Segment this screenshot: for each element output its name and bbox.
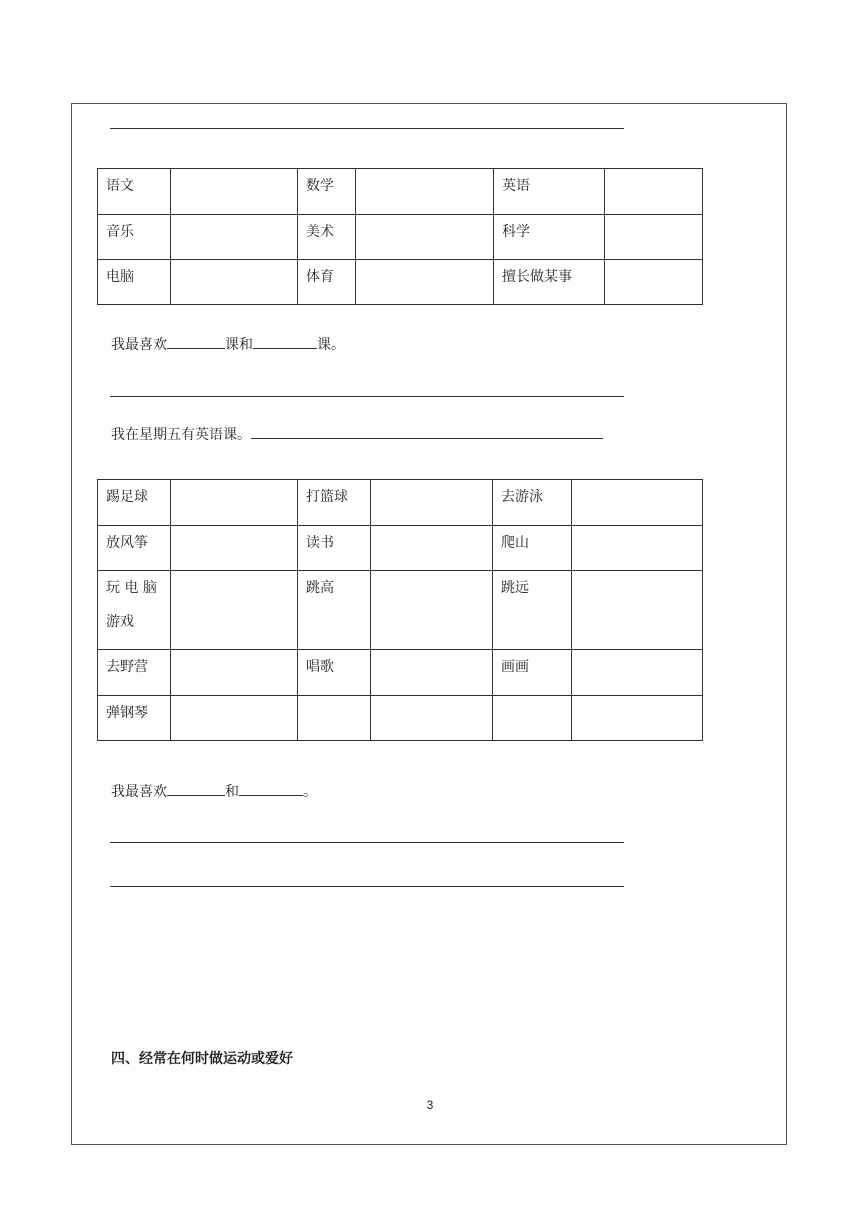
answer-cell[interactable] <box>171 571 298 650</box>
subjects-table <box>97 168 703 305</box>
answer-cell[interactable] <box>605 169 703 215</box>
blank-field[interactable] <box>167 781 225 796</box>
hobby-cell: 画画 <box>493 650 572 696</box>
table-row <box>98 480 703 526</box>
subject-cell: 科学 <box>494 215 605 260</box>
sentence-text: 和 <box>225 784 239 800</box>
subject-cell: 擅长做某事 <box>494 260 605 305</box>
answer-cell[interactable] <box>356 260 494 305</box>
subject-cell: 英语 <box>494 169 605 215</box>
answer-cell[interactable] <box>356 169 494 215</box>
section-heading: 四、经常在何时做运动或爱好 <box>111 1051 293 1067</box>
answer-cell[interactable] <box>371 480 493 526</box>
subject-cell: 语文 <box>98 169 171 215</box>
answer-cell[interactable] <box>572 650 703 696</box>
answer-cell[interactable] <box>171 215 298 260</box>
sentence-text: 。 <box>303 784 317 800</box>
table-row <box>98 169 703 215</box>
answer-cell[interactable] <box>605 215 703 260</box>
table-row <box>98 260 703 305</box>
answer-cell[interactable] <box>572 696 703 741</box>
subject-cell: 体育 <box>298 260 356 305</box>
blank-field[interactable] <box>239 781 303 796</box>
hobby-cell: 爬山 <box>493 526 572 571</box>
hobby-cell: 踢足球 <box>98 480 171 526</box>
hobby-cell: 跳高 <box>298 571 371 650</box>
hobbies-table <box>97 479 703 741</box>
answer-cell[interactable] <box>371 650 493 696</box>
answer-line-1[interactable] <box>110 128 624 129</box>
answer-cell[interactable] <box>371 571 493 650</box>
hobby-cell: 玩 电 脑游戏 <box>98 571 171 650</box>
sentence-favorite-subjects <box>111 334 345 355</box>
table-row <box>98 696 703 741</box>
answer-cell[interactable] <box>371 526 493 571</box>
sentence-text: 我最喜欢 <box>111 784 167 800</box>
page-number: 3 <box>426 1098 434 1112</box>
blank-field[interactable] <box>167 334 225 349</box>
blank-field[interactable] <box>253 334 317 349</box>
hobby-cell: 去游泳 <box>493 480 572 526</box>
answer-cell[interactable] <box>572 526 703 571</box>
answer-cell[interactable] <box>605 260 703 305</box>
hobby-cell: 跳远 <box>493 571 572 650</box>
subject-cell: 数学 <box>298 169 356 215</box>
table-row <box>98 571 703 650</box>
table-row <box>98 215 703 260</box>
answer-line-4[interactable] <box>110 886 624 887</box>
blank-field[interactable] <box>251 424 603 439</box>
hobby-cell: 放风筝 <box>98 526 171 571</box>
answer-cell[interactable] <box>171 526 298 571</box>
answer-cell[interactable] <box>572 480 703 526</box>
hobby-cell: 弹钢琴 <box>98 696 171 741</box>
sentence-favorite-hobbies <box>111 781 317 802</box>
table-row <box>98 526 703 571</box>
answer-cell[interactable] <box>171 480 298 526</box>
sentence-text: 我在星期五有英语课。 <box>111 427 251 443</box>
table-row <box>98 650 703 696</box>
answer-line-3[interactable] <box>110 842 624 843</box>
sentence-text: 课。 <box>317 337 345 353</box>
hobby-cell <box>493 696 572 741</box>
sentence-text: 我最喜欢 <box>111 337 167 353</box>
answer-cell[interactable] <box>371 696 493 741</box>
answer-line-2[interactable] <box>110 396 624 397</box>
answer-cell[interactable] <box>171 260 298 305</box>
hobby-cell: 唱歌 <box>298 650 371 696</box>
answer-cell[interactable] <box>171 696 298 741</box>
answer-cell[interactable] <box>572 571 703 650</box>
subject-cell: 电脑 <box>98 260 171 305</box>
subject-cell: 音乐 <box>98 215 171 260</box>
sentence-friday-english <box>111 424 603 445</box>
answer-cell[interactable] <box>171 169 298 215</box>
hobby-cell: 去野营 <box>98 650 171 696</box>
answer-cell[interactable] <box>356 215 494 260</box>
hobby-cell: 打篮球 <box>298 480 371 526</box>
hobby-cell: 读书 <box>298 526 371 571</box>
hobby-cell <box>298 696 371 741</box>
subject-cell: 美术 <box>298 215 356 260</box>
sentence-text: 课和 <box>225 337 253 353</box>
answer-cell[interactable] <box>171 650 298 696</box>
